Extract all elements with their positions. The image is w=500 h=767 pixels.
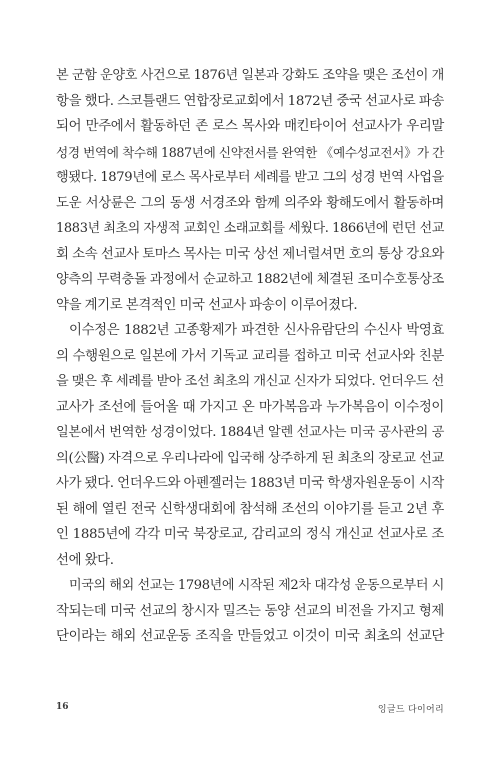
text-line: 행됐다. 1879년에 로스 목사로부터 세례를 받고 그의 성경 번역 사업을 <box>56 170 444 185</box>
page-number: 16 <box>56 702 69 712</box>
paragraph-3 <box>56 573 444 650</box>
text-line: 교사가 조선에 들어올 때 가지고 온 마가복음과 누가복음이 이수정이 <box>56 399 444 415</box>
text-line: 양측의 무력충돌 과정에서 순교하고 1882년에 체결된 조미수호통상조 <box>56 272 444 287</box>
text-line: 사가 됐다. 언더우드와 아펜젤러는 1883년 미국 학생자원운동이 시작 <box>56 476 444 491</box>
text-line: 미국의 해외 선교는 1798년에 시작된 제2차 대각성 운동으로부터 시 <box>69 578 444 593</box>
paragraph-1 <box>56 63 444 318</box>
text-line: 1883년 최초의 자생적 교회인 소래교회를 세웠다. 1866년에 런던 선교 <box>56 221 444 236</box>
text-line: 작되는데 미국 선교의 창시자 밀즈는 동양 선교의 비전을 가지고 형제 <box>56 603 444 619</box>
paragraph-2 <box>56 318 444 573</box>
text-line: 을 맺은 후 세례를 받아 조선 최초의 개신교 신자가 되었다. 언더우드 선 <box>56 374 444 389</box>
text-line: 이수정은 1882년 고종황제가 파견한 신사유람단의 수신사 박영효 <box>69 323 444 338</box>
text-line: 항을 했다. 스코틀랜드 연합장로교회에서 1872년 중국 선교사로 파송 <box>56 93 444 109</box>
text-line: 인 1885년에 각각 미국 북장로교, 감리교의 정식 개신교 선교사로 조 <box>56 527 444 542</box>
text-line: 도운 서상륜은 그의 동생 서경조와 함께 의주와 황해도에서 활동하며 <box>56 195 444 211</box>
text-line: 일본에서 번역한 성경이었다. 1884년 알렌 선교사는 미국 공사관의 공 <box>56 425 444 440</box>
page-footer <box>56 702 444 716</box>
text-line: 본 군함 운양호 사건으로 1876년 일본과 강화도 조약을 맺은 조선이 개 <box>56 68 444 83</box>
text-line: 된 해에 열린 전국 신학생대회에 참석해 조선의 이야기를 듣고 2년 후 <box>56 501 444 517</box>
text-line: 되어 만주에서 활동하던 존 로스 목사와 매킨타이어 선교사가 우리말 <box>56 119 444 134</box>
text-line: 단이라는 해외 선교운동 조직을 만들었고 이것이 미국 최초의 선교단 <box>56 629 444 644</box>
text-line: 약을 계기로 본격적인 미국 선교사 파송이 이루어졌다. <box>56 297 358 313</box>
body-text <box>56 63 444 650</box>
text-line: 의 수행원으로 일본에 가서 기독교 교리를 접하고 미국 선교사와 친분 <box>56 348 444 364</box>
text-line: 의(公醫) 자격으로 우리나라에 입국해 상주하게 된 최초의 장로교 선교 <box>56 450 444 466</box>
running-title: 잉글드 다이어리 <box>377 705 444 715</box>
text-line: 선에 왔다. <box>56 552 114 568</box>
text-line: 회 소속 선교사 토마스 목사는 미국 상선 제너럴셔먼 호의 통상 강요와 <box>56 246 444 262</box>
text-line: 성경 번역에 착수해 1887년에 신약전서를 완역한 《예수성교전서》가 간 <box>56 144 444 160</box>
